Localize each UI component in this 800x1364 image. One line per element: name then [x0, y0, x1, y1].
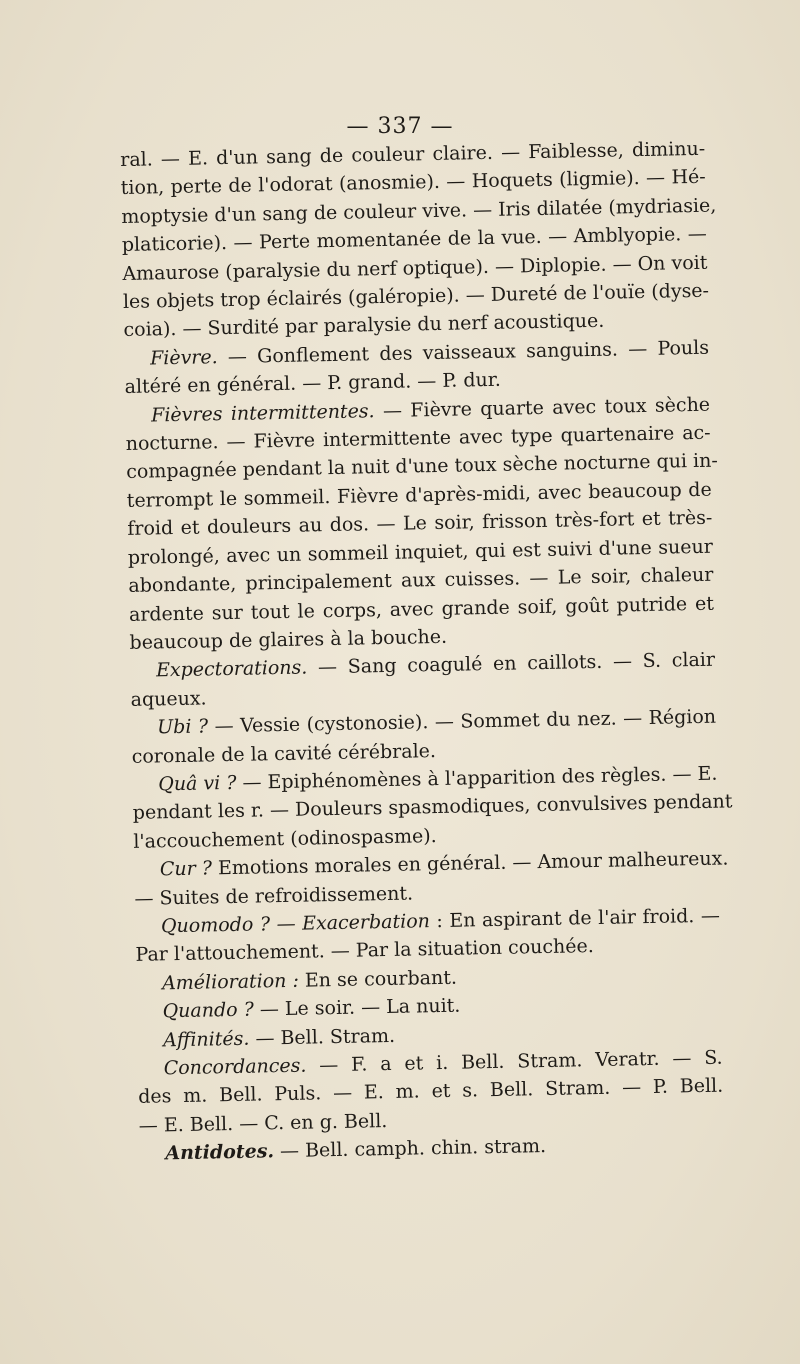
line-text: des m. Bell. Puls. — E. m. et s. Bell. Stram. — P. Bell. [138, 1075, 724, 1109]
page-number: — 337 — [346, 114, 454, 139]
line-text: — Sang coagulé en caillots. — S. clair [307, 648, 716, 679]
line-text: compagnée pendant la nuit d'une toux sèche nocturne qui in- [126, 450, 719, 484]
line-text: ardente sur tout le corps, avec grande soif, goût putride et [128, 592, 715, 626]
line-text: — Gonflement des vaisseaux sanguins. — Pouls [217, 336, 710, 369]
line-text: pendant les r. — Douleurs spasmodiques, convulsives pendant [132, 790, 733, 825]
section-heading: Quomodo ? — Exacerbation [160, 910, 431, 938]
line-text: — Vessie (cystonosie). — Sommet du nez. — Région [207, 705, 717, 738]
section-heading: Expectorations. [155, 656, 308, 682]
line-text: tion, perte de l'odorat (anosmie). — Hoquets (ligmie). — Hé- [120, 166, 706, 200]
line-text: Emotions morales en général. — Amour malheureux. [211, 847, 729, 880]
line-text: Amaurose (paralysie du nerf optique). — Diplopie. — On voit [122, 251, 708, 285]
line-text: — F. a et i. Bell. Stram. Veratr. — S. [306, 1046, 723, 1077]
line-text: — Bell. camph. chin. stram. [273, 1135, 547, 1163]
line-text: beaucoup de glaires à la bouche. [129, 625, 448, 654]
line-text: terrompt le sommeil. Fièvre d'après-midi, avec beaucoup de [126, 478, 712, 512]
line-text: — Le soir. — La nuit. [253, 994, 461, 1021]
section-heading: Quando ? [162, 998, 255, 1023]
line-text: abondante, principalement aux cuisses. — Le soir, chaleur [128, 563, 714, 598]
section-heading: Affinités. [162, 1027, 250, 1051]
line-text: — Epiphénomènes à l'apparition des règles. — E. [236, 762, 718, 794]
line-text: aqueux. [130, 687, 207, 711]
section-heading: Amélioration : [161, 969, 300, 995]
line-text: : En aspirant de l'air froid. — [429, 904, 721, 933]
line-text: — Suites de refroidissement. [134, 882, 414, 910]
line-text: ral. — E. d'un sang de couleur claire. — Faiblesse, diminu- [120, 137, 706, 171]
line-text: Par l'attouchement. — Par la situation couchée. [135, 935, 595, 967]
line-text: moptysie d'un sang de couleur vive. — Iris dilatée (mydriasie, [121, 194, 717, 228]
line-text: froid et douleurs au dos. — Le soir, frisson très-fort et très- [127, 506, 713, 541]
line-text: altéré en général. — P. grand. — P. dur. [124, 368, 501, 399]
line-text: coronale de la cavité cérébrale. [131, 739, 437, 768]
page-body-text [120, 135, 733, 1169]
section-heading: Antidotes. [165, 1140, 275, 1165]
section-heading: Ubi ? [156, 715, 209, 739]
line-text: coia). — Surdité par paralysie du nerf acoustique. [123, 310, 605, 342]
line-text: l'accouchement (odinospasme). [133, 824, 437, 853]
line-text: En se courbant. [298, 966, 458, 992]
section-heading: Fièvre. [149, 346, 218, 370]
line-text: — Fièvre quarte avec toux sèche [374, 393, 711, 422]
section-heading: Cur ? [159, 857, 213, 881]
section-heading: Concordances. [163, 1054, 307, 1080]
line-text: platicorie). — Perte momentanée de la vue. — Amblyopie. — [121, 222, 708, 257]
line-text: — E. Bell. — C. en g. Bell. [138, 1109, 388, 1137]
line-text: les objets trop éclairés (galéropie). — Dureté de l'ouïe (dyse- [122, 279, 710, 314]
line-text: — Bell. Stram. [249, 1024, 396, 1050]
section-heading: Quâ vi ? [158, 771, 237, 796]
line-text: prolongé, avec un sommeil inquiet, qui est suivi d'une sueur [127, 535, 714, 569]
line-text: nocturne. — Fièvre intermittente avec type quartenaire ac- [125, 421, 711, 456]
section-heading: Fièvres intermittentes. [150, 399, 375, 427]
